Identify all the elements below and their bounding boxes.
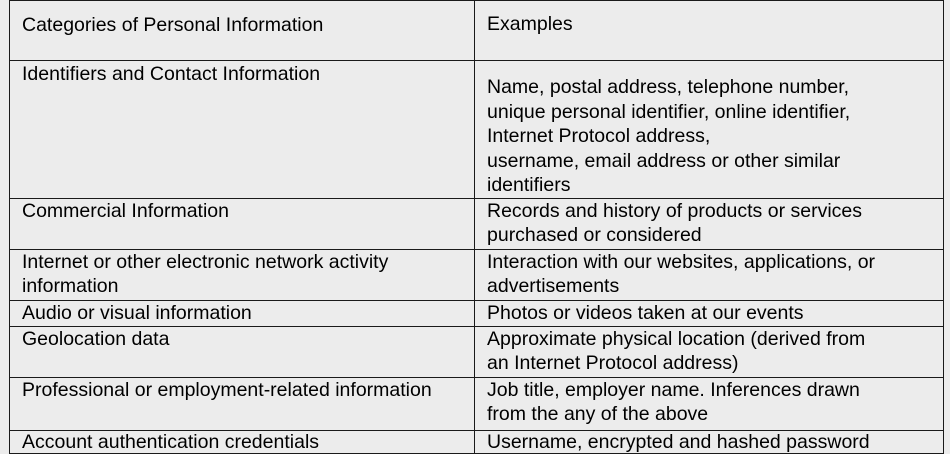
category-cell [10, 61, 475, 199]
example-line: unique personal identifier, online identifier, [487, 100, 851, 123]
category-cell [10, 326, 475, 377]
header-examples-label: Examples [487, 13, 573, 35]
example-line: from the any of the above [487, 403, 709, 425]
example-line: Approximate physical location (derived from [487, 327, 866, 350]
examples-cell [475, 249, 944, 300]
category-label: Geolocation data [22, 327, 170, 350]
header-cell-examples [475, 1, 944, 61]
example-line: an Internet Protocol address) [487, 352, 739, 374]
header-category-label: Categories of Personal Information [22, 14, 324, 36]
examples-cell [475, 377, 944, 430]
examples-cell [475, 430, 944, 453]
category-label: Commercial Information [22, 199, 229, 222]
example-line: Internet Protocol address, [487, 125, 711, 147]
personal-information-table [9, 0, 944, 454]
examples-cell [475, 61, 944, 199]
example-line: Username, encrypted and hashed password [487, 430, 870, 453]
category-label: Identifiers and Contact Information [22, 63, 321, 85]
category-cell [10, 300, 475, 326]
table-row [10, 61, 944, 199]
table-header-row [10, 1, 944, 61]
header-cell-category [10, 1, 475, 61]
example-line: Name, postal address, telephone number, [487, 76, 850, 98]
example-line: advertisements [487, 275, 620, 297]
category-cell [10, 249, 475, 300]
example-line: Job title, employer name. Inferences drawn [487, 378, 860, 401]
table-row [10, 377, 944, 430]
category-label: Audio or visual information [22, 301, 252, 324]
example-line: Records and history of products or services [487, 199, 862, 222]
example-line: identifiers [487, 174, 571, 196]
table-row [10, 300, 944, 326]
table-row [10, 198, 944, 249]
category-cell [10, 430, 475, 453]
category-label: Internet or other electronic network activity information [22, 250, 389, 297]
examples-cell [475, 198, 944, 249]
example-line: Interaction with our websites, applications, or [487, 250, 876, 273]
example-line: purchased or considered [487, 224, 702, 246]
table-row [10, 326, 944, 377]
table-row [10, 249, 944, 300]
example-line: Photos or videos taken at our events [487, 301, 804, 324]
examples-cell [475, 326, 944, 377]
category-cell [10, 198, 475, 249]
table-row [10, 430, 944, 453]
category-label: Professional or employment-related information [22, 378, 432, 401]
example-line: username, email address or other similar [487, 149, 841, 172]
examples-cell [475, 300, 944, 326]
category-cell [10, 377, 475, 430]
category-label: Account authentication credentials [22, 430, 320, 453]
